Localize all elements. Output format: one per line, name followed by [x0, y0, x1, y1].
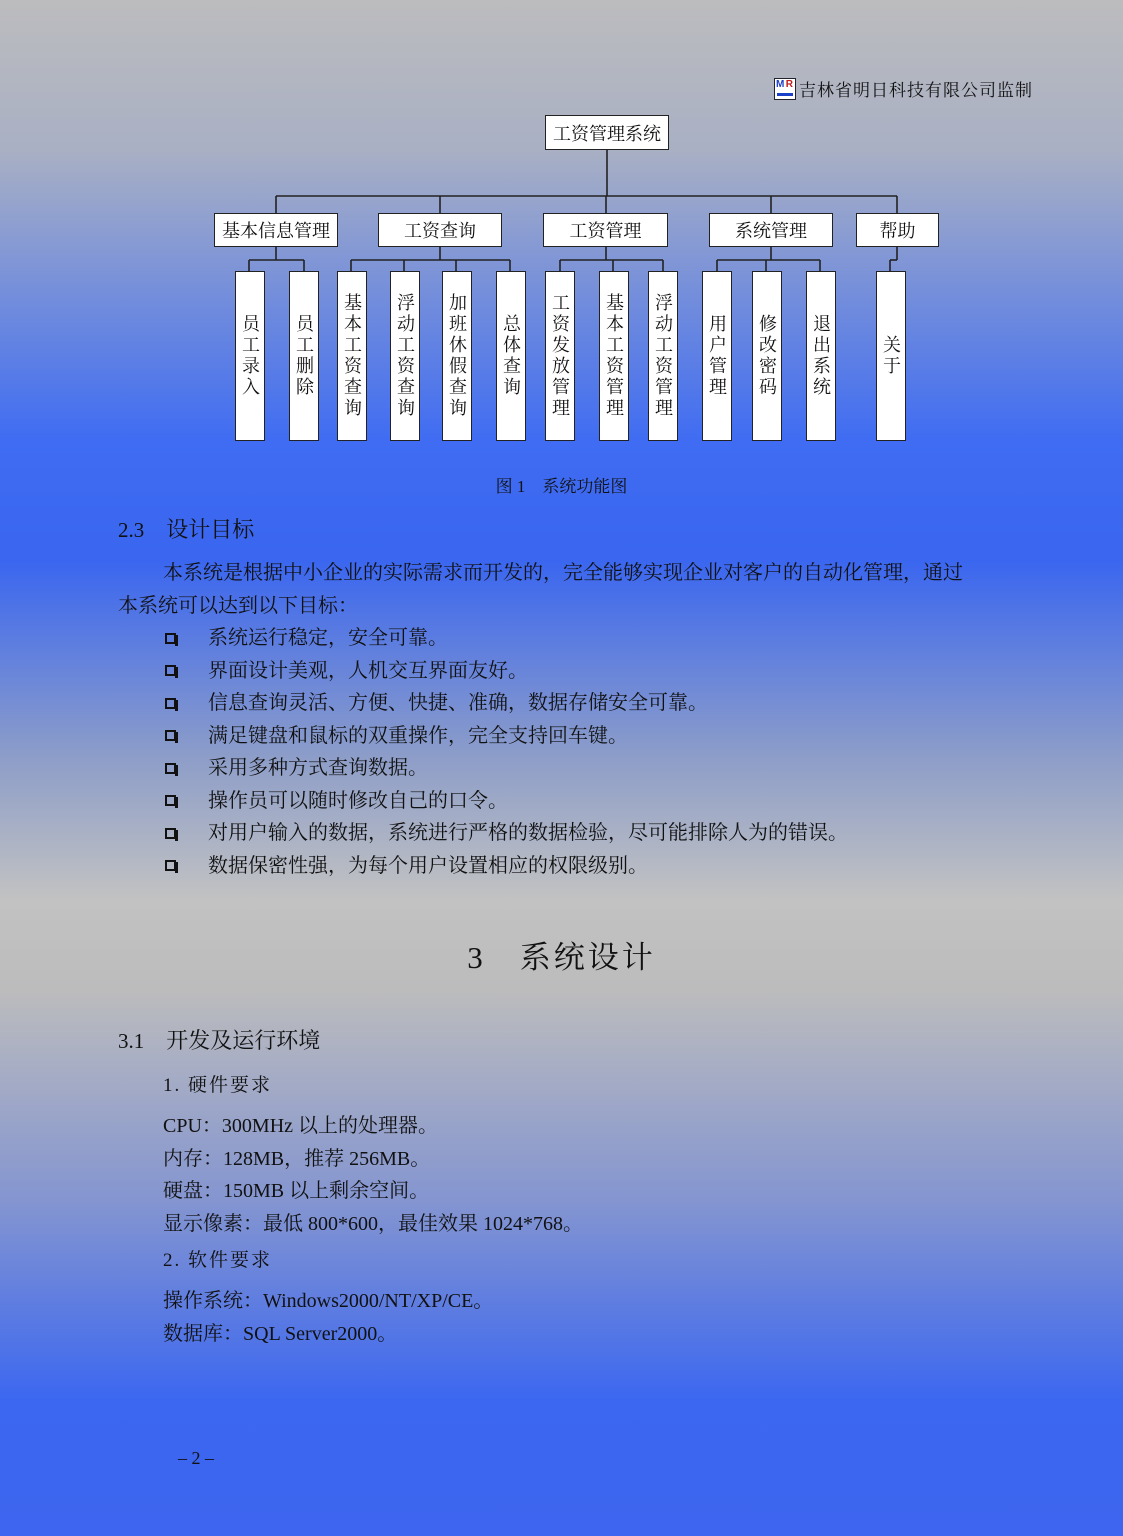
- diagram-leaf-label: 浮动工资查询: [395, 293, 415, 419]
- section-heading-3-1: [118, 1024, 320, 1055]
- software-heading: 2. 软件要求: [163, 1250, 273, 1271]
- list-item: [163, 752, 848, 785]
- intro-paragraph-line2: 本系统可以达到以下目标：: [118, 595, 358, 617]
- diagram-leaf-node: [752, 271, 782, 441]
- checkbox-bullet-icon: [165, 665, 176, 676]
- list-item-text: 数据保密性强，为每个用户设置相应的权限级别。: [208, 854, 648, 877]
- diagram-leaf-node: [648, 271, 678, 441]
- chapter-heading: [0, 932, 1123, 977]
- checkbox-bullet-icon: [165, 698, 176, 709]
- list-item: [163, 785, 848, 818]
- goals-list: [163, 622, 848, 882]
- list-item: [163, 817, 848, 850]
- chapter-title: 系统设计: [519, 940, 656, 975]
- list-item-text: 系统运行稳定，安全可靠。: [208, 627, 448, 649]
- diagram-leaf-label: 总体查询: [501, 314, 521, 398]
- checkbox-bullet-icon: [165, 828, 176, 839]
- diagram-leaf-label: 浮动工资管理: [653, 293, 673, 419]
- diagram-group-node: [543, 213, 668, 247]
- diagram-leaf-label: 基本工资查询: [342, 293, 362, 419]
- intro-paragraph-line1: 本系统是根据中小企业的实际需求而开发的，完全能够实现企业对客户的自动化管理，通过: [163, 562, 963, 584]
- diagram-leaf-label: 关于: [881, 335, 901, 377]
- diagram-group-label: 帮助: [879, 221, 916, 241]
- checkbox-bullet-icon: [165, 795, 176, 806]
- hardware-line: 内存：128MB，推荐 256MB。: [163, 1148, 431, 1170]
- diagram-leaf-label: 基本工资管理: [604, 293, 624, 419]
- checkbox-bullet-icon: [165, 633, 176, 644]
- list-item: [163, 655, 848, 688]
- list-item-text: 信息查询灵活、方便、快捷、准确，数据存储安全可靠。: [208, 692, 708, 714]
- diagram-leaf-node: [545, 271, 575, 441]
- figure-caption: 图 1 系统功能图: [495, 477, 628, 496]
- hardware-line: CPU：300MHz 以上的处理器。: [163, 1115, 439, 1137]
- diagram-leaf-node: [337, 271, 367, 441]
- diagram-leaf-node: [876, 271, 906, 441]
- checkbox-bullet-icon: [165, 763, 176, 774]
- list-item-text: 操作员可以随时修改自己的口令。: [208, 789, 508, 812]
- diagram-group-label: 工资管理: [569, 221, 642, 241]
- diagram-leaf-node: [806, 271, 836, 441]
- diagram-leaf-node: [235, 271, 265, 441]
- checkbox-bullet-icon: [165, 860, 176, 871]
- list-item-text: 满足键盘和鼠标的双重操作，完全支持回车键。: [208, 724, 628, 747]
- diagram-group-node: [856, 213, 939, 247]
- section-title: 设计目标: [166, 518, 255, 543]
- hardware-line: 硬盘：150MB 以上剩余空间。: [163, 1180, 430, 1202]
- hardware-heading: 1. 硬件要求: [163, 1075, 273, 1096]
- list-item: [163, 850, 848, 883]
- diagram-leaf-label: 员工删除: [294, 314, 314, 398]
- software-line: 数据库：SQL Server2000。: [163, 1323, 398, 1345]
- company-name: 吉林省明日科技有限公司监制: [799, 81, 1033, 100]
- diagram-leaf-label: 工资发放管理: [550, 293, 570, 419]
- hardware-line: 显示像素：最低 800*600，最佳效果 1024*768。: [163, 1213, 583, 1235]
- list-item: [163, 622, 848, 655]
- logo-letter-m: M: [776, 78, 786, 90]
- list-item-text: 对用户输入的数据，系统进行严格的数据检验，尽可能排除人为的错误。: [208, 822, 848, 844]
- diagram-leaf-node: [496, 271, 526, 441]
- checkbox-bullet-icon: [165, 730, 176, 741]
- diagram-leaf-label: 用户管理: [707, 314, 727, 398]
- software-line: 操作系统：Windows2000/NT/XP/CE。: [163, 1290, 494, 1312]
- diagram-group-label: 工资查询: [404, 221, 476, 241]
- diagram-group-label: 系统管理: [735, 221, 807, 241]
- logo-letter-r: R: [785, 78, 794, 90]
- diagram-leaf-node: [390, 271, 420, 441]
- diagram-leaf-node: [289, 271, 319, 441]
- section-title: 开发及运行环境: [166, 1029, 321, 1054]
- diagram-leaf-label: 员工录入: [240, 314, 260, 398]
- diagram-leaf-node: [599, 271, 629, 441]
- diagram-root-label: 工资管理系统: [553, 123, 661, 144]
- section-number: 2.3: [118, 518, 145, 542]
- diagram-leaf-node: [442, 271, 472, 441]
- list-item: [163, 687, 848, 720]
- list-item-text: 采用多种方式查询数据。: [208, 757, 428, 779]
- diagram-leaf-label: 加班休假查询: [447, 293, 467, 419]
- diagram-root-node: [545, 115, 669, 150]
- diagram-leaf-label: 修改密码: [757, 314, 777, 398]
- page-number: – 2 –: [178, 1448, 214, 1468]
- section-heading-2-3: [118, 513, 254, 544]
- diagram-group-node: [378, 213, 502, 247]
- section-number: 3.1: [118, 1029, 145, 1053]
- diagram-group-label: 基本信息管理: [222, 221, 330, 241]
- list-item: [163, 720, 848, 753]
- diagram-leaf-node: [702, 271, 732, 441]
- chapter-number: 3: [467, 940, 486, 975]
- diagram-leaf-label: 退出系统: [811, 314, 831, 398]
- diagram-group-node: [709, 213, 833, 247]
- list-item-text: 界面设计美观，人机交互界面友好。: [208, 659, 528, 682]
- diagram-group-node: [214, 213, 338, 247]
